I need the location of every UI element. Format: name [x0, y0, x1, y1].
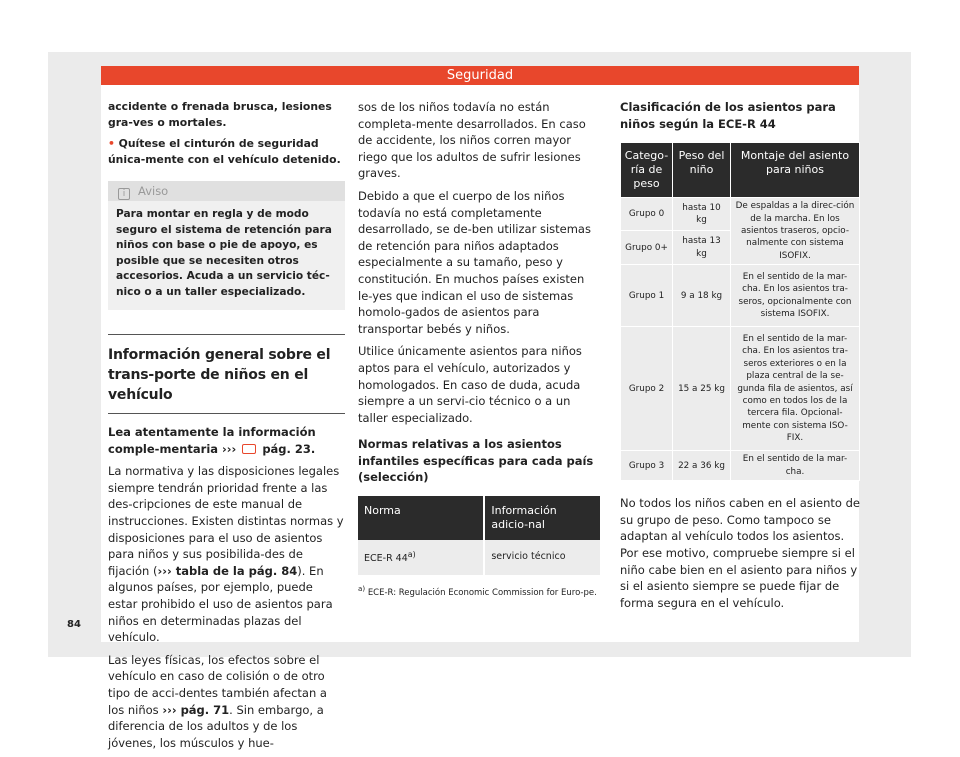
table-header-cell: Peso del niño	[673, 143, 731, 198]
section-header: Seguridad	[101, 66, 859, 85]
table-cell: De espaldas a la direc-ción de la marcha. En los asientos traseros, opcio-nalmente con sistema ISOFIX.	[731, 198, 860, 265]
paragraph: sos de los niños todavía no están completa-mente desarrollados. En caso de accidente, los niños corren mayor riego que los adultos de sufrir lesiones graves.	[358, 100, 586, 181]
table-cell: Grupo 1	[621, 265, 673, 327]
norms-table	[358, 496, 602, 575]
aviso-box	[108, 181, 345, 310]
table-cell: 22 a 36 kg	[673, 451, 731, 481]
table-heading: Normas relativas a los asientos infantiles específicas para cada país (selección)	[358, 437, 594, 485]
paragraph: No todos los niños caben en el asiento de su grupo de peso. Como tampoco se adaptan al vehículo todos los asientos. Por ese motivo, compruebe siempre si el niño cabe bien en el asiento para niños y si el asiento siempre se puede fijar de forma segura en el vehículo.	[620, 496, 860, 610]
column-middle	[358, 99, 602, 599]
table-row	[358, 540, 601, 575]
paragraph	[108, 652, 345, 752]
lead-page-link[interactable]: pág. 23	[262, 441, 311, 456]
warning-item-text: Quítese el cinturón de seguridad única-mente con el vehículo detenido.	[108, 137, 341, 166]
paragraph-text: . Sin embargo, a diferencia de los adultos y de los jóvenes, los músculos y hue-	[108, 702, 324, 750]
table-header-cell: Norma	[358, 496, 484, 540]
table-cell: En el sentido de la mar-cha. En los asientos tra-seros, opcionalmente con sistema ISOFIX.	[731, 265, 860, 327]
paragraph	[108, 463, 345, 646]
table-cell: Grupo 3	[621, 451, 673, 481]
footnote-text: ECE-R: Regulación Economic Commission for Euro-pe.	[367, 587, 597, 598]
warning-continuation: accidente o frenada brusca, lesiones gra-ves o mortales.	[108, 100, 332, 129]
table-header-cell: Catego-ría de peso	[621, 143, 673, 198]
table-row	[621, 265, 860, 327]
table-header-row	[621, 143, 860, 198]
table-link[interactable]: ››› tabla de la pág. 84	[157, 563, 298, 578]
table-cell: Grupo 0+	[621, 231, 673, 265]
column-right	[620, 99, 860, 617]
table-header-cell: Información adicio-nal	[484, 496, 601, 540]
table-row	[621, 327, 860, 451]
aviso-header	[108, 181, 345, 201]
page-number: 84	[67, 619, 81, 630]
table-cell: hasta 13 kg	[673, 231, 731, 265]
table-cell: servicio técnico	[484, 540, 601, 575]
table-row	[621, 198, 860, 231]
table-header-row	[358, 496, 601, 540]
cell-text: ECE-R 44	[364, 553, 408, 565]
paragraph-text: ). En algunos países, por ejemplo, puede estar prohibido el uso de asientos para niños en determinadas plazas del vehículo.	[108, 563, 333, 645]
table-cell: 9 a 18 kg	[673, 265, 731, 327]
footnote-mark: a)	[358, 583, 366, 593]
table-cell: hasta 10 kg	[673, 198, 731, 231]
paragraph: Utilice únicamente asientos para niños aptos para el vehículo, autorizados y homologados. En caso de duda, acuda siempre a un servi-cio técnico o a un taller especializado.	[358, 344, 582, 425]
table-cell: Grupo 0	[621, 198, 673, 231]
info-icon: i	[118, 188, 130, 200]
section-title: Información general sobre el trans-porte de niños en el vehículo	[108, 334, 345, 414]
table-header-cell: Montaje del asiento para niños	[731, 143, 860, 198]
lead-paragraph: Lea atentamente la información comple-mentaria ››› pág. 23.	[108, 425, 316, 456]
aviso-label: Aviso	[138, 184, 169, 198]
footnote	[358, 583, 602, 599]
warning-item	[108, 136, 345, 167]
table-cell: Grupo 2	[621, 327, 673, 451]
bullet-icon: •	[108, 137, 115, 150]
table-heading: Clasificación de los asientos para niños según la ECE-R 44	[620, 100, 836, 131]
paragraph-text: Las leyes físicas, los efectos sobre el vehículo en caso de colisión o de otro tipo de acci-dentes también afectan a los niños	[108, 652, 327, 717]
aviso-text: Para montar en regla y de modo seguro el sistema de retención para niños con base o pie de apoyo, es posible que se necesiten otros accesorios. Acuda a un servicio téc-nico o a un taller especializado.	[116, 208, 332, 298]
table-cell: 15 a 25 kg	[673, 327, 731, 451]
table-row	[621, 451, 860, 481]
page-link[interactable]: ››› pág. 71	[162, 702, 230, 717]
paragraph: Debido a que el cuerpo de los niños todavía no está completamente desarrollado, se de-ben utilizar sistemas de retención para niños adaptados especialmente a su tamaño, peso y constitución. En muchos países existen le-yes que indican el uso de sistemas homolo-gados de asientos para transportar bebés y niños.	[358, 188, 591, 336]
table-cell	[358, 540, 484, 575]
classification-table	[620, 142, 860, 481]
column-left	[108, 99, 345, 757]
paragraph-text: La normativa y las disposiciones legales siempre tendrán prioridad frente a las des-cripciones de este manual de instrucciones. Existen distintas normas y disposiciones para el uso de asientos para niños y sus posibilida-des de fijación (	[108, 464, 344, 578]
table-cell: En el sentido de la mar-cha. En los asientos tra-seros exteriores o en la plaza central de la se-gunda fila de asientos, así como en todos los de la tercera fila. Opcional-mente con sistema ISO-FIX.	[731, 327, 860, 451]
book-icon	[242, 444, 256, 454]
table-cell: En el sentido de la mar-cha.	[731, 451, 860, 481]
lead-text: Lea atentamente la información comple-mentaria ›››	[108, 425, 316, 456]
footnote-ref: a)	[407, 550, 416, 560]
